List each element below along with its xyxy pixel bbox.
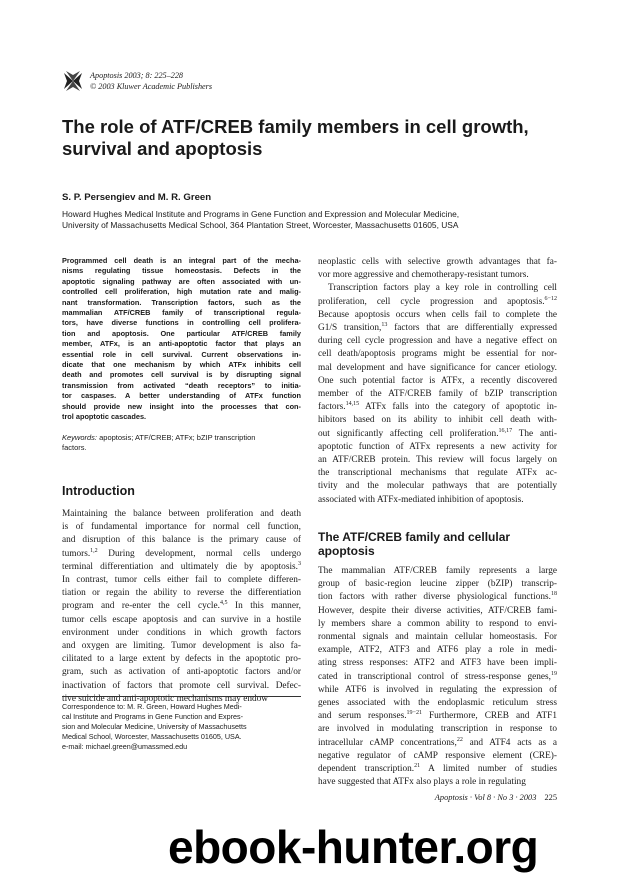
body-text: In this manner, (227, 601, 302, 612)
citation: 22 (456, 736, 463, 743)
citation: 21 (414, 762, 421, 769)
body-line: inactivation of factors that promote cell survival. Defec- (62, 680, 301, 691)
body-line: vor more aggressive and chemotherapy-resistant tumors. (318, 270, 529, 281)
citation: 19 (550, 670, 557, 677)
body-line: environment under conditions in which growth factors (62, 627, 301, 638)
keywords-line-2: factors. (62, 443, 87, 453)
body-text: tion factors with rather diverse physiological functions. (318, 592, 551, 603)
footnote-email[interactable]: e-mail: michael.green@umassmed.edu (62, 742, 188, 751)
body-line: negative regulator of cAMP responsive element (CRE)- (318, 750, 557, 761)
body-line: tivity and the molecular pathways that are potentially (318, 481, 557, 492)
footnote-line: sion and Molecular Medicine, University of Massachusetts (62, 722, 247, 731)
body-line: associated with ATFx-mediated inhibition of apoptosis. (318, 494, 524, 505)
body-line: apoptotic function of ATFx represents a new activity for (318, 441, 557, 452)
title-line-1: The role of ATF/CREB family members in cell growth, (62, 116, 529, 137)
keywords-text: apoptosis; ATF/CREB; ATFx; bZIP transcription (97, 433, 256, 442)
body-text: program and re-enter the cell cycle. (62, 601, 220, 612)
body-line: while ATF6 is involved in regulating the expression of (318, 684, 557, 695)
abstract-line: should provide new insight into the processes that con- (62, 401, 301, 411)
citation: 4,5 (219, 600, 228, 607)
body-line: tiation or regain the ability to reverse the differentiation (62, 588, 301, 599)
abstract-line: trol apoptotic cascades. (62, 412, 147, 422)
abstract-line: member, ATFx, is an anti-apoptotic factor that plays an (62, 339, 301, 349)
abstract-line: death and promotes cell survival is by disrupting signal (62, 370, 301, 380)
body-line: are involved in modulating transcription in response to (318, 724, 557, 735)
citation: 16,17 (498, 427, 513, 434)
abstract-line: tion and apoptosis. One particular ATF/CREB family (62, 328, 301, 338)
citation: 6−12 (544, 295, 557, 302)
body-line: have suggested that ATFx also plays a role in regulating (318, 777, 526, 788)
body-line (318, 763, 557, 776)
body-text: dependent transcription. (318, 764, 415, 775)
citation: 1,2 (90, 547, 98, 554)
footer-journal-ref: Apoptosis · Vol 8 · No 3 · 2003 (434, 793, 537, 802)
affiliation-line-2: University of Massachusetts Medical School, 364 Plantation Street, Worcester, Massachusetts 01605, USA (62, 220, 459, 230)
journal-info (90, 70, 212, 92)
body-text: and ATF4 acts as a (462, 737, 557, 748)
body-line: ly members share a common ability to respond to envi- (318, 618, 557, 629)
body-line: ating stress responses: ATF2 and ATF3 have been impli- (318, 658, 557, 669)
abstract-line: apoptotic signaling pathway are often associated with un- (62, 276, 301, 286)
citation: 14,15 (345, 401, 360, 408)
body-text: The anti- (512, 428, 557, 439)
body-line: tumor cells escape apoptosis and can survive in a hostile (62, 614, 301, 625)
body-line: hibitors based on its ability to inhibit cell death with- (318, 415, 557, 426)
intro-heading: Introduction (62, 484, 135, 498)
body-line: Maintaining the balance between proliferation and death (62, 509, 301, 519)
body-text: G1/S transition, (318, 323, 382, 334)
authors: S. P. Persengiev and M. R. Green (62, 192, 212, 203)
body-line: is of fundamental importance for normal cell function, (62, 522, 301, 533)
footnote-line: Medical School, Worcester, Massachusetts 01605, USA. (62, 732, 242, 741)
abstract-line: tor caspases. A better understanding of ATFx function (62, 391, 301, 401)
footnote-line: Correspondence to: M. R. Green, Howard Hughes Medi- (62, 702, 242, 711)
body-line: an ATF/CREB protein. This review will focus largely on (318, 455, 557, 466)
atf-section-body (318, 565, 557, 789)
footnote-divider (62, 696, 301, 697)
citation: 13 (381, 321, 388, 328)
body-line: gram, such as activation of anti-apoptotic factors and/or (62, 667, 301, 678)
citation: 3 (297, 560, 301, 567)
body-line: One such potential factor is ATFx, a recently discovered (318, 375, 557, 386)
body-line: group of basic-region leucine zipper (bZIP) transcrip- (318, 579, 557, 590)
body-line: The mammalian ATF/CREB family represents a large (318, 566, 557, 576)
correspondence-footnote (62, 702, 301, 752)
citation: 19−21 (406, 710, 422, 717)
affiliation (62, 209, 562, 231)
body-line (318, 401, 557, 414)
keywords (62, 433, 301, 454)
abstract-line: mammalian ATF/CREB family of transcriptional regula- (62, 308, 301, 318)
body-line: tive suicide and anti-apoptotic mechanisms may endow (62, 693, 269, 704)
heading-line-1: The ATF/CREB family and cellular (318, 530, 511, 544)
body-line (318, 710, 557, 723)
publisher-logo (62, 70, 84, 92)
body-text: intracellular cAMP concentrations, (318, 737, 457, 748)
intro-body (62, 508, 301, 706)
body-line (62, 600, 301, 613)
body-line: However, despite their diverse activities, ATF/CREB fami- (318, 605, 557, 616)
title-line-2: survival and apoptosis (62, 138, 263, 159)
body-line: mal development and have significance for cancer etiology. (318, 362, 557, 373)
citation: 18 (550, 591, 557, 598)
copyright-line: © 2003 Kluwer Academic Publishers (90, 82, 213, 91)
body-line: and disruption of this balance is the primary cause of (62, 535, 301, 546)
abstract-line: nant transformation. Transcription factors, such as the (62, 297, 301, 307)
heading-line-2: apoptosis (318, 544, 375, 558)
body-line (318, 737, 557, 750)
body-line (318, 428, 557, 441)
abstract-line: tors, have diverse functions in controlling cell prolifera- (62, 318, 301, 328)
article-title (62, 116, 562, 160)
body-line (318, 671, 557, 684)
footnote-line: cal Institute and Programs in Gene Function and Expres- (62, 712, 243, 721)
body-line: neoplastic cells with selective growth advantages that fa- (318, 257, 557, 267)
body-line (62, 561, 301, 574)
abstract-line: nisms regulating tissue homeostasis. Defects in the (62, 266, 301, 276)
abstract-line: dicate that one mechanism by which ATFx inhibits cell (62, 360, 301, 370)
page-number: 225 (544, 793, 557, 802)
atf-section-heading (318, 530, 557, 558)
abstract-line: controlled cell proliferation, high mutation rate and malig- (62, 287, 301, 297)
body-text: proliferation, cell cycle progression and apoptosis. (318, 296, 545, 307)
keywords-line-1 (62, 433, 301, 443)
abstract-line: essential role in cell survival. Current observations in- (62, 349, 301, 359)
body-line (318, 591, 557, 604)
body-text: terminal differentiation and ultimately die by apoptosis. (62, 561, 298, 572)
body-text: and serum responses. (318, 711, 407, 722)
body-line: during cell cycle progression and have a negative effect on (318, 336, 557, 347)
affiliation-line-1: Howard Hughes Medical Institute and Programs in Gene Function and Expression and Molecular Medicine, (62, 209, 460, 219)
body-line: ronmental signals and maintain cellular homeostasis. For (318, 632, 557, 643)
body-line: Because apoptosis occurs when cells fail to complete the (318, 309, 557, 320)
body-line: member of the ATF/CREB family of bZIP transcription (318, 389, 557, 400)
abstract (62, 256, 301, 423)
body-line: the transcriptional mechanisms that regulate ATFx ac- (318, 468, 557, 479)
keywords-label: Keywords: (62, 433, 98, 442)
abstract-line: Programmed cell death is an integral part of the mecha- (62, 256, 301, 265)
body-text: cated in transcriptional control of stress-response genes, (318, 671, 551, 682)
body-line: example, ATF2, ATF3 and ATF6 play a role in medi- (318, 645, 557, 656)
body-text: factors. (318, 402, 346, 413)
body-line (62, 548, 301, 561)
body-line: and oxygen are limiting. Tumor development is also fa- (62, 641, 301, 652)
body-text: A limited number of studies (420, 764, 557, 775)
body-line (318, 322, 557, 335)
body-line: cell death/apoptosis programs might be essential for nor- (318, 349, 557, 360)
body-line: genes associated with the endoplasmic reticulum stress (318, 698, 557, 709)
abstract-line: transmission from activated “death receptors” to initia- (62, 380, 301, 390)
body-text: out significantly affecting cell proliferation. (318, 428, 499, 439)
body-line: cilitated to a large extent by defects in the apoptotic pro- (62, 654, 301, 665)
body-text: ATFx falls into the category of apoptotic in- (359, 402, 557, 413)
body-text: tumors. (62, 548, 91, 559)
body-text: During development, normal cells undergo (97, 548, 301, 559)
watermark: ebook-hunter.org (168, 821, 539, 873)
body-line (318, 296, 557, 309)
body-text: Furthermore, CREB and ATF1 (422, 711, 557, 722)
body-text: factors that are differentially expressed (387, 323, 557, 334)
right-column-text (318, 256, 557, 507)
page-footer (402, 793, 557, 802)
body-line: In contrast, tumor cells either fail to complete differen- (62, 575, 301, 586)
body-line: Transcription factors play a key role in controlling cell (328, 283, 557, 294)
journal-citation: Apoptosis 2003; 8: 225–228 (90, 71, 184, 80)
